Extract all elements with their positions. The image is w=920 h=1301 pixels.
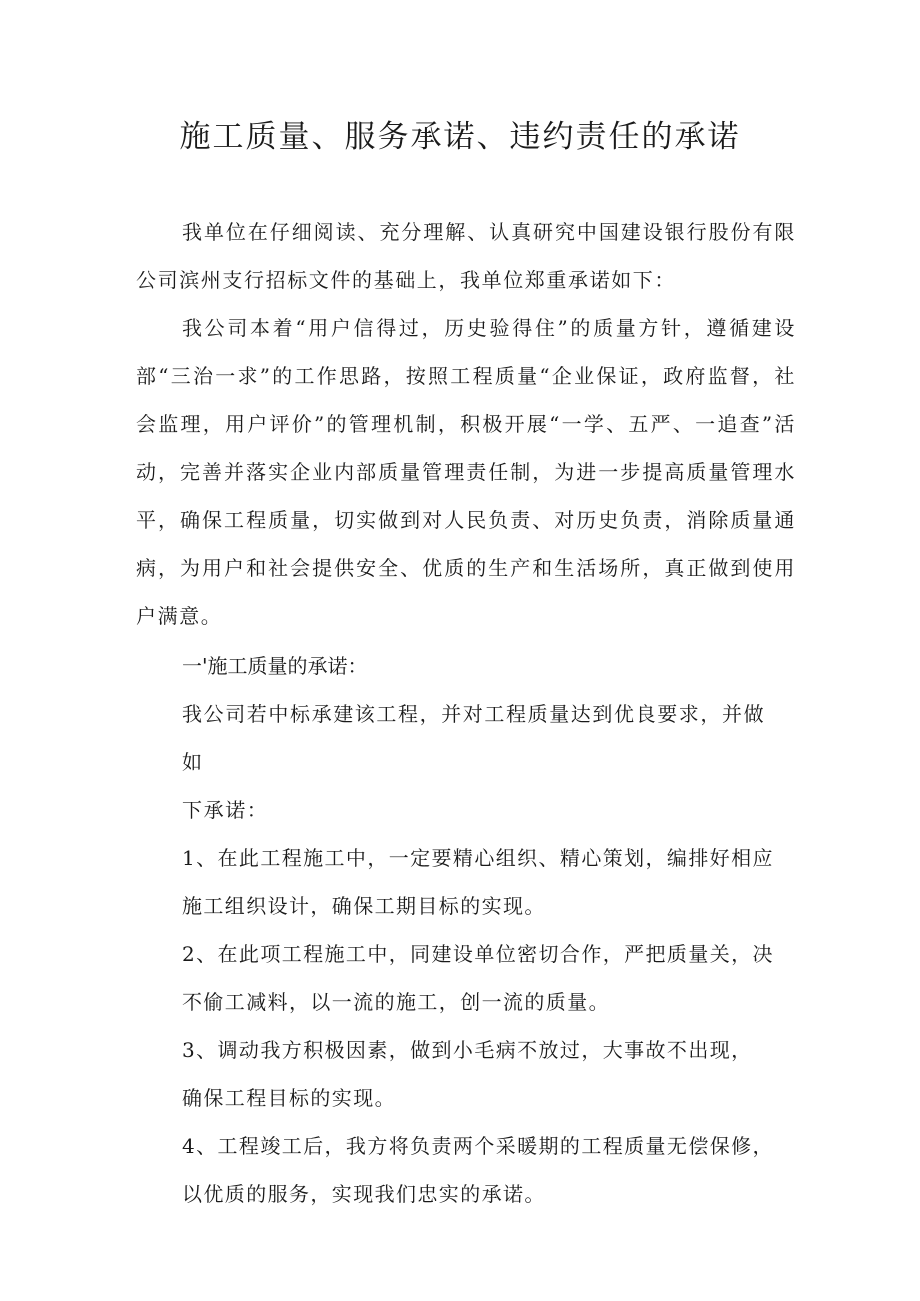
quality-policy-paragraph: 我公司本着“用户信得过，历史验得住”的质量方针，遵循建设部“三治一求”的工作思路，按照工程质量“企业保证，政府监督，社会监理，用户评价”的管理机制，积极开展“一学、五严、一追查”活动，完善并落实企业内部质量管理责任制，为进一步提高质量管理水平，确保工程质量，切实做到对人民负责、对历史负责，消除质量通病，为用户和社会提供安全、优质的生产和生活场所，真正做到使用户满意。	[136, 316, 796, 628]
commitment-item-line: 1、在此工程施工中，一定要精心组织、精心策划，编排好相应	[182, 846, 774, 870]
section-heading: 一'施工质量的承诺：	[182, 654, 368, 678]
document-title: 施工质量、服务承诺、违约责任的承诺	[179, 119, 741, 155]
commitment-item-line: 不偷工减料，以一流的施工，创一流的质量。	[182, 990, 610, 1014]
commitment-item-line: 施工组织设计，确保工期目标的实现。	[182, 894, 546, 918]
intro-paragraph: 我单位在仔细阅读、充分理解、认真研究中国建设银行股份有限公司滨州支行招标文件的基础上，我单位郑重承诺如下：	[136, 220, 796, 292]
quality-commitment-section	[182, 642, 796, 1218]
section-intro-line: 下承诺：	[182, 798, 269, 822]
section-intro-line: 我公司若中标承建该工程，并对工程质量达到优良要求，并做如	[182, 702, 766, 774]
document-body	[136, 208, 796, 640]
commitment-item-line: 4、工程竣工后，我方将负责两个采暖期的工程质量无偿保修，	[182, 1134, 774, 1158]
commitment-item-line: 3、调动我方积极因素，做到小毛病不放过，大事故不出现，	[182, 1038, 753, 1062]
commitment-item-line: 以优质的服务，实现我们忠实的承诺。	[182, 1182, 546, 1206]
commitment-item-line: 确保工程目标的实现。	[182, 1086, 396, 1110]
commitment-item-line: 2、在此项工程施工中，同建设单位密切合作，严把质量关，决	[182, 942, 774, 966]
